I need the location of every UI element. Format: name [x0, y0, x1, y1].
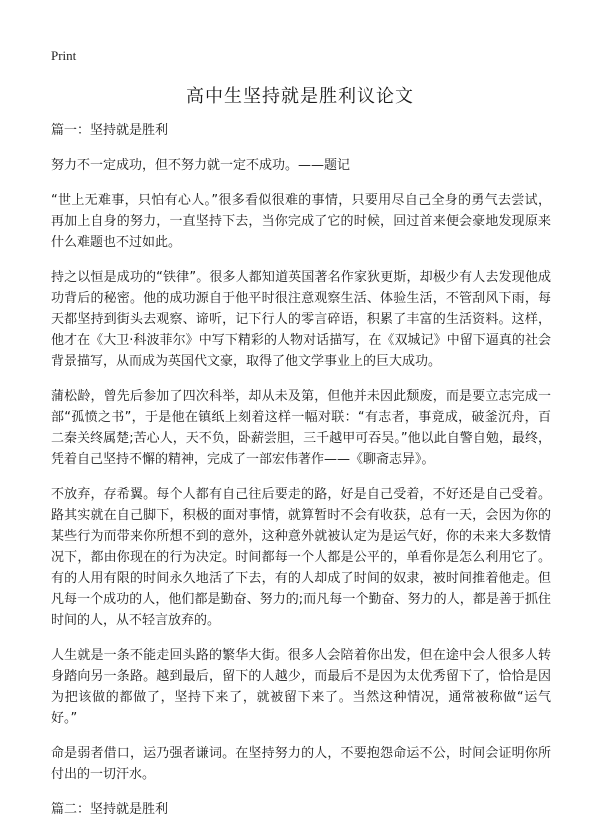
paragraph-never-give-up: 不放弃，存希翼。每个人都有自己往后要走的路，好是自己受着，不好还是自己受着。路其实就在自己脚下，积极的面对事情，就算暂时不会有收获，总有一天，会因为你的某些行为而带来你所想不到的意外，这种意外就被认定为是运气好，你的未来大多数情况下，都由你现在的行为决定。时间都每一个人都是公平的，单看你是怎么利用它了。有的人用有限的时间永久地活了下去，有的人却成了时间的奴隶，被时间推着他走。但凡每一个成功的人，他们都是勤奋、努力的;而凡每一个勤奋、努力的人，都是善于抓住时间的人，从不轻言放弃的。 [51, 487, 551, 628]
print-link[interactable]: Print [51, 48, 77, 63]
paragraph-dickens: 持之以恒是成功的“铁律”。很多人都知道英国著名作家狄更斯，却极少有人去发现他成功背后的秘密。他的成功源自于他平时很注意观察生活、体验生活，不管刮风下雨，每天都坚持到街头去观察、谛听，记下行人的零言碎语，积累了丰富的生活资料。这样，他才在《大卫·科波菲尔》中写下精彩的人物对话描写，在《双城记》中留下逼真的社会背景描写，从而成为英国代文豪，取得了他文学事业上的巨大成功。 [51, 270, 551, 369]
paragraph-pu-songling: 蒲松龄，曾先后参加了四次科举，却从未及第，但他并未因此颓废，而是要立志完成一部“孤愤之书”，于是他在镇纸上刻着这样一幅对联：“有志者，事竟成，破釜沉舟，百二秦关终属楚;苦心人，天不负，卧薪尝胆，三千越甲可吞吴。”他以此自警自勉，最终，凭着自己坚持不懈的精神，完成了一部宏伟著作——《聊斋志异》。 [51, 389, 551, 467]
paragraph-intro: “世上无难事，只怕有心人。”很多看似很难的事情，只要用尽自己全身的勇气去尝试，再加上自身的努力，一直坚持下去，当你完成了它的时候，回过首来便会豪地发现原来什么难题也不过如此。 [51, 193, 551, 250]
section-1-heading: 篇一：坚持就是胜利 [51, 123, 169, 138]
paragraph-epigraph: 努力不一定成功，但不努力就一定不成功。——题记 [51, 158, 351, 173]
section-2-heading: 篇二：坚持就是胜利 [51, 802, 169, 817]
paragraph-fate: 命是弱者借口，运乃强者谦词。在坚持努力的人，不要抱怨命运不公，时间会证明你所付出的一切汗水。 [51, 746, 551, 782]
document-body [51, 120, 551, 834]
paragraph-life-street: 人生就是一条不能走回头路的繁华大街。很多人会陪着你出发，但在途中会人很多人转身踏向另一条路。越到最后，留下的人越少，而最后不是因为太优秀留下了，恰恰是因为把该做的都做了，坚持下来了，就被留下来了。当然这种情况，通常被称做“运气好。” [51, 648, 551, 726]
document-title: 高中生坚持就是胜利议论文 [186, 86, 414, 107]
